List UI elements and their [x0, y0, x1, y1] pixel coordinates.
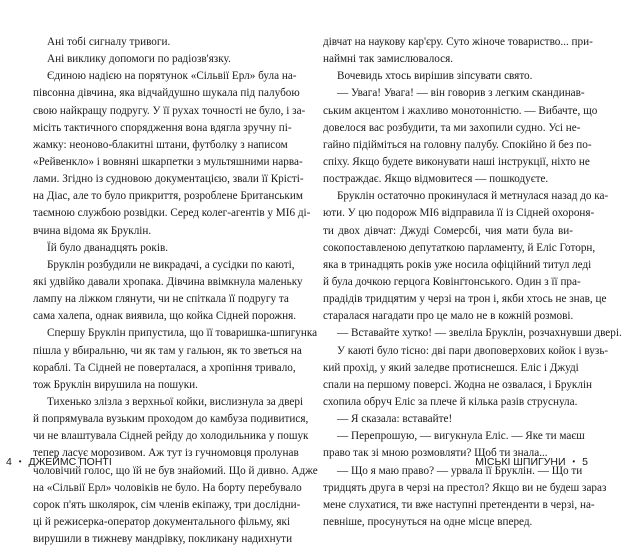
left-footer	[6, 455, 116, 469]
text-line: Тихенько злізла з верхньої койки, вислизнула за двері	[47, 395, 304, 408]
text-line: — Увага! Увага! — він говорив з легким скандинав-	[337, 87, 585, 100]
text-line: певніше, просунуться на одне місце вперед.	[323, 515, 533, 528]
text-line: яка в тринадцять років уже носила офіційний титул леді	[323, 258, 592, 271]
text-line: лампу на ліжком глянути, чи не спіткала її подругу та	[33, 293, 289, 306]
text-line: сама халепа, однак виявила, що койка Сідней порожня.	[33, 310, 297, 323]
text-line: півсонна дівчина, яка відчайдушно шукала під палубою	[33, 87, 300, 100]
right-footer	[475, 455, 592, 469]
text-line: які удвійко давали хропака. Дівчина ввімкнула маленьку	[33, 275, 303, 288]
text-line: лами. Згідно із судновою документацією, звали її Крісті-	[33, 173, 304, 186]
text-line: Ані тобі сигналу тривоги.	[47, 36, 171, 48]
text-line: пішла у вбиральню, чи як там у гальюн, як то зветься на	[33, 344, 302, 357]
text-line: на Діас, але то було прикриття, розроблене Британським	[33, 190, 303, 203]
text-line: сокопоставленою депутаткою парламенту, й Еліс Готорн,	[323, 241, 596, 254]
text-line: сорок п'ять школярок, сім членів екіпажу, три дослідни-	[33, 498, 301, 511]
text-line: схопила обруч Еліс за плече й кілька разів струснула.	[323, 395, 578, 408]
text-line: спали на першому поверсі. Жодна не озвалася, і Бруклін	[323, 378, 593, 391]
text-line: дівчат на наукову кар'єру. Суто жіноче товариство... при-	[323, 36, 593, 48]
text-line: прадідів тридцятим у черзі на трон і, якби хтось не знав, це	[323, 293, 607, 306]
text-line: Бруклін розбудили не викрадачі, а сусідки по каюті,	[47, 258, 295, 271]
text-line: довелося вас розбудити, та ми захопили судно. Усі не-	[323, 121, 581, 134]
text-line: Спершу Бруклін припустила, що її товаришка-шпигунка	[47, 327, 318, 340]
text-line: місіть тактичного спорядження вона вдягла зручну пі-	[33, 121, 292, 134]
text-line: кораблі. Та Сідней не поверталася, а хропіння тривало,	[33, 361, 296, 374]
text-line: свою найкращу подругу. У її рухах точності не було, і за-	[33, 104, 306, 117]
text-line: й попрямувала вузьким проходом до камбуза подивитися,	[33, 413, 309, 426]
text-line: Єдиною надією на порятунок «Сільвії Ерл» була на-	[47, 70, 297, 83]
text-line: Бруклін остаточно прокинулася й метнулася назад до ка-	[337, 190, 609, 203]
text-line: Ані виклику допомоги по радіозв'язку.	[47, 53, 231, 66]
text-line: Вочевидь хтось вирішив зіпсувати свято.	[337, 70, 533, 83]
text-line: тридцять друга в черзі на престол? Якщо ви не будеш зараз	[323, 481, 607, 494]
text-line: тож Бруклін вирушила на пошуки.	[33, 378, 198, 391]
text-line: й була дочкою герцога Ковінґтонського. Один з її пра-	[323, 275, 581, 288]
text-line: тепер ласує морозивом. Аж тут із гучномовця пролунав	[33, 447, 299, 460]
text-line: таємною службою розвідки. Серед колег-агентів у МІ6 ді-	[33, 207, 311, 220]
text-line: «Рейвенкло» і вовняні шкарпетки з мультяшними нарва-	[33, 155, 303, 168]
text-line: на «Сільвії Ерл» чоловіків не було. На борту перебувало	[33, 481, 302, 494]
text-line: наймні так замислювалося.	[323, 53, 454, 66]
text-line: вирушили в тижневу мандрівку, покликану надихнути	[33, 533, 293, 546]
text-line: чоловічий голос, що їй не був знайомий. Що й дивно. Адже	[33, 464, 318, 477]
text-line: ти двох дівчат: Джуді Сомерсбі, чия мати була ви-	[323, 224, 573, 237]
author-name: ДЖЕЙМС ПОНТІ	[28, 456, 112, 468]
text-line: чи не влаштувала Сідней рейду до холодильника у пошук	[33, 430, 309, 443]
text-line: — Я сказала: вставайте!	[337, 413, 453, 426]
text-line: вчина відома як Бруклін.	[33, 224, 152, 237]
text-line: — Вставайте хутко! — звеліла Бруклін, розчахнувши двері.	[337, 327, 622, 340]
text-line: спіху. Якщо будете виконувати наші інструкції, ніхто не	[323, 155, 590, 168]
footer-bullet-left: •	[18, 457, 22, 466]
text-line: гайно підійміться на головну палубу. Спокійно й без по-	[323, 138, 592, 151]
text-line: старалася нагадати про це мало не в кожній розмові.	[323, 310, 574, 323]
text-line: — Що я маю право? — урвала її Бруклін. — Що ти	[337, 464, 583, 477]
text-line: постраждає. Якщо відмовитеся — пошкодуєте.	[323, 173, 549, 186]
page-number-right: 5	[582, 456, 588, 468]
text-line: жамку: неоново-блакитні штани, футболку з написом	[33, 138, 288, 151]
text-line: юти. У цю подорож МІ6 відправила її із Сідней охороня-	[323, 207, 595, 220]
footer-bullet-right: •	[572, 457, 576, 466]
text-line: — Перепрошую, — вигукнула Еліс. — Яке ти маєш	[337, 430, 585, 443]
text-line: право так зі мною розмовляти? Щоб ти знала...	[323, 447, 548, 460]
page-number-left: 4	[6, 456, 12, 468]
text-line: ці й режисерка-оператор документального фільму, які	[33, 515, 291, 528]
text-line: Їй було дванадцять років.	[47, 241, 169, 254]
book-title: МІСЬКІ ШПИГУНИ	[475, 456, 566, 468]
text-line: кий прохід, у який заледве протиснешся. Еліс і Джуді	[323, 361, 579, 374]
text-line: мене слухатися, ти вже наступні претенденти в черзі, на-	[323, 498, 595, 511]
text-line: У каюті було тісно: дві пари двоповерхових койок і вузь-	[337, 344, 609, 357]
text-line: ським акцентом і жахливо монотонністю. — Вибачте, що	[323, 104, 598, 117]
